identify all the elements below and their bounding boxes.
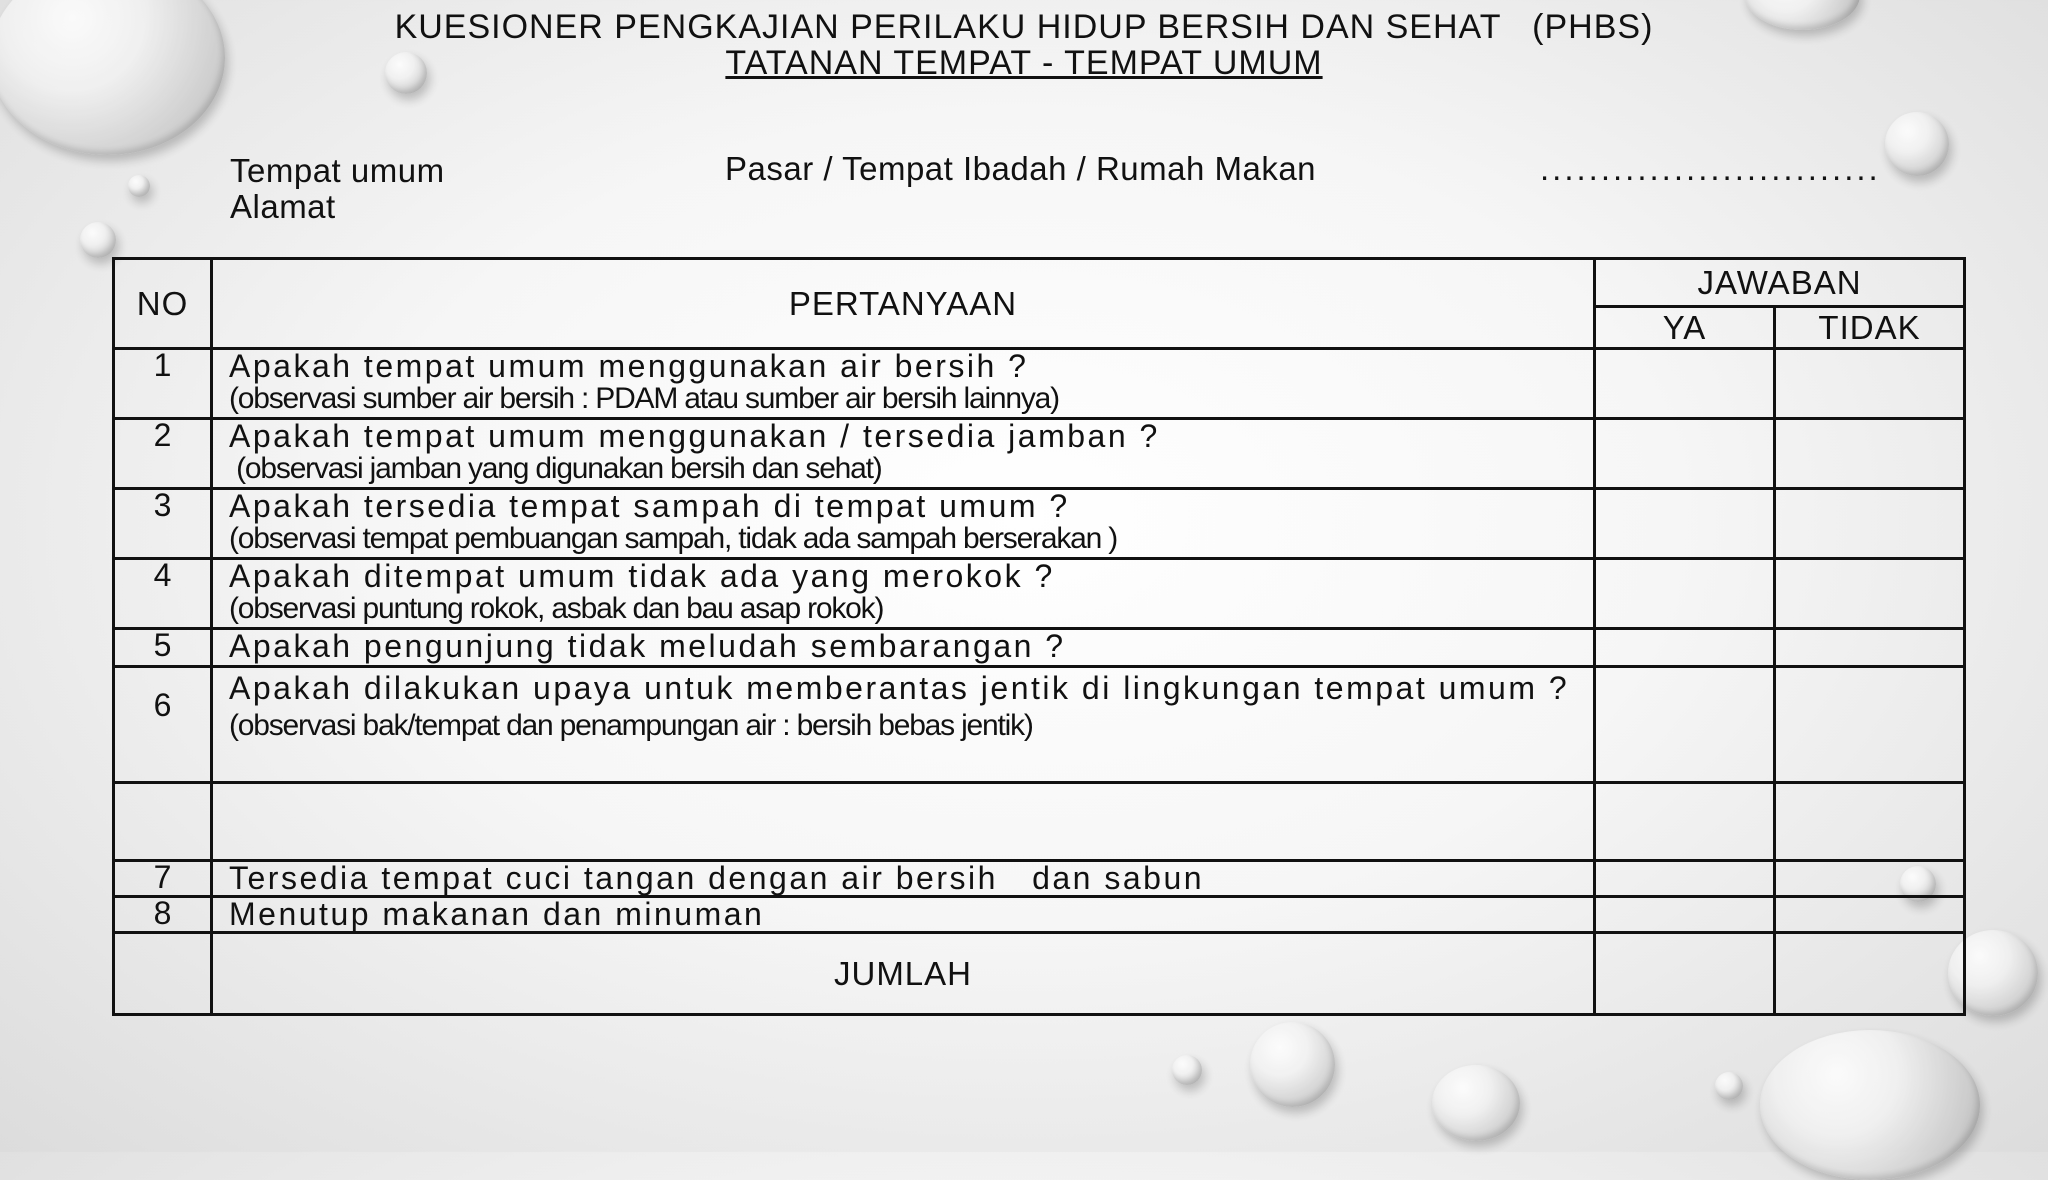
question-cell xyxy=(212,489,1595,559)
question-cell xyxy=(212,349,1595,419)
question-note: (observasi bak/tempat dan penampungan air : bersih bebas jentik) xyxy=(229,709,1033,742)
water-drop-decoration xyxy=(80,222,116,258)
row-number: 2 xyxy=(114,419,212,489)
table-row xyxy=(114,349,1965,419)
question-text: Apakah tempat umum menggunakan / tersedia jamban ? xyxy=(229,418,1160,454)
page-subtitle: TATANAN TEMPAT - TEMPAT UMUM xyxy=(725,44,1323,82)
answer-ya-cell[interactable] xyxy=(1595,667,1775,783)
answer-ya-cell[interactable] xyxy=(1595,489,1775,559)
question-cell xyxy=(212,629,1595,667)
table-row xyxy=(114,897,1965,933)
empty-cell xyxy=(114,783,212,861)
water-drop-decoration xyxy=(128,175,150,197)
answer-tidak-cell[interactable] xyxy=(1775,559,1965,629)
question-cell xyxy=(212,667,1595,783)
table-row xyxy=(114,629,1965,667)
total-label: JUMLAH xyxy=(212,933,1595,1015)
question-note: (observasi jamban yang digunakan bersih dan sehat) xyxy=(229,452,882,485)
row-number: 1 xyxy=(114,349,212,419)
question-cell xyxy=(212,559,1595,629)
water-drop-decoration xyxy=(1432,1065,1520,1141)
page-title: KUESIONER PENGKAJIAN PERILAKU HIDUP BERSIH DAN SEHAT (PHBS) xyxy=(394,8,1654,46)
water-drop-decoration xyxy=(1885,112,1949,176)
empty-cell xyxy=(1595,783,1775,861)
question-text: Tersedia tempat cuci tangan dengan air bersih dan sabun xyxy=(229,860,1205,896)
tempat-options: Pasar / Tempat Ibadah / Rumah Makan xyxy=(725,150,1317,187)
table-row xyxy=(114,489,1965,559)
tempat-umum-label: Tempat umum xyxy=(230,152,445,189)
answer-tidak-cell[interactable] xyxy=(1775,349,1965,419)
total-row xyxy=(114,933,1965,1015)
answer-tidak-cell[interactable] xyxy=(1775,489,1965,559)
question-text: Menutup makanan dan minuman xyxy=(229,896,765,932)
header-pertanyaan: PERTANYAAN xyxy=(212,259,1595,349)
question-text: Apakah pengunjung tidak meludah sembarangan ? xyxy=(229,628,1066,664)
question-cell xyxy=(212,861,1595,897)
water-drop-decoration xyxy=(1172,1055,1202,1085)
table-row-empty xyxy=(114,783,1965,861)
answer-tidak-cell[interactable] xyxy=(1775,419,1965,489)
empty-cell xyxy=(1775,783,1965,861)
question-cell xyxy=(212,897,1595,933)
total-ya-cell[interactable] xyxy=(1595,933,1775,1015)
row-number: 6 xyxy=(114,667,212,783)
water-drop-decoration xyxy=(1760,1030,1980,1180)
question-note: (observasi tempat pembuangan sampah, tidak ada sampah berserakan ) xyxy=(229,522,1118,555)
header-no: NO xyxy=(114,259,212,349)
water-drop-decoration xyxy=(1715,1072,1743,1100)
row-number: 4 xyxy=(114,559,212,629)
water-drop-decoration xyxy=(1250,1022,1335,1107)
question-cell xyxy=(212,419,1595,489)
row-number: 8 xyxy=(114,897,212,933)
alamat-label: Alamat xyxy=(230,188,336,225)
answer-ya-cell[interactable] xyxy=(1595,349,1775,419)
header-jawaban: JAWABAN xyxy=(1595,259,1965,307)
answer-tidak-cell[interactable] xyxy=(1775,861,1965,897)
row-number: 7 xyxy=(114,861,212,897)
table-row xyxy=(114,419,1965,489)
question-text: Apakah dilakukan upaya untuk memberantas jentik di lingkungan tempat umum ? xyxy=(229,670,1570,706)
row-number: 5 xyxy=(114,629,212,667)
question-note: (observasi sumber air bersih : PDAM atau sumber air bersih lainnya) xyxy=(229,382,1059,415)
answer-tidak-cell[interactable] xyxy=(1775,897,1965,933)
question-note: (observasi puntung rokok, asbak dan bau asap rokok) xyxy=(229,592,884,625)
total-tidak-cell[interactable] xyxy=(1775,933,1965,1015)
answer-tidak-cell[interactable] xyxy=(1775,667,1965,783)
table-row xyxy=(114,559,1965,629)
table-row xyxy=(114,861,1965,897)
answer-ya-cell[interactable] xyxy=(1595,897,1775,933)
empty-cell xyxy=(114,933,212,1015)
empty-cell xyxy=(212,783,1595,861)
question-text: Apakah tempat umum menggunakan air bersih ? xyxy=(229,348,1029,384)
header-ya: YA xyxy=(1595,307,1775,349)
header-tidak: TIDAK xyxy=(1775,307,1965,349)
answer-ya-cell[interactable] xyxy=(1595,419,1775,489)
answer-ya-cell[interactable] xyxy=(1595,629,1775,667)
row-number: 3 xyxy=(114,489,212,559)
answer-tidak-cell[interactable] xyxy=(1775,629,1965,667)
questionnaire-table xyxy=(112,257,1966,1016)
question-text: Apakah tersedia tempat sampah di tempat umum ? xyxy=(229,488,1070,524)
answer-ya-cell[interactable] xyxy=(1595,559,1775,629)
answer-ya-cell[interactable] xyxy=(1595,861,1775,897)
fill-in-dots: ............................ xyxy=(1540,150,1881,187)
question-text: Apakah ditempat umum tidak ada yang merokok ? xyxy=(229,558,1055,594)
table-row xyxy=(114,667,1965,783)
